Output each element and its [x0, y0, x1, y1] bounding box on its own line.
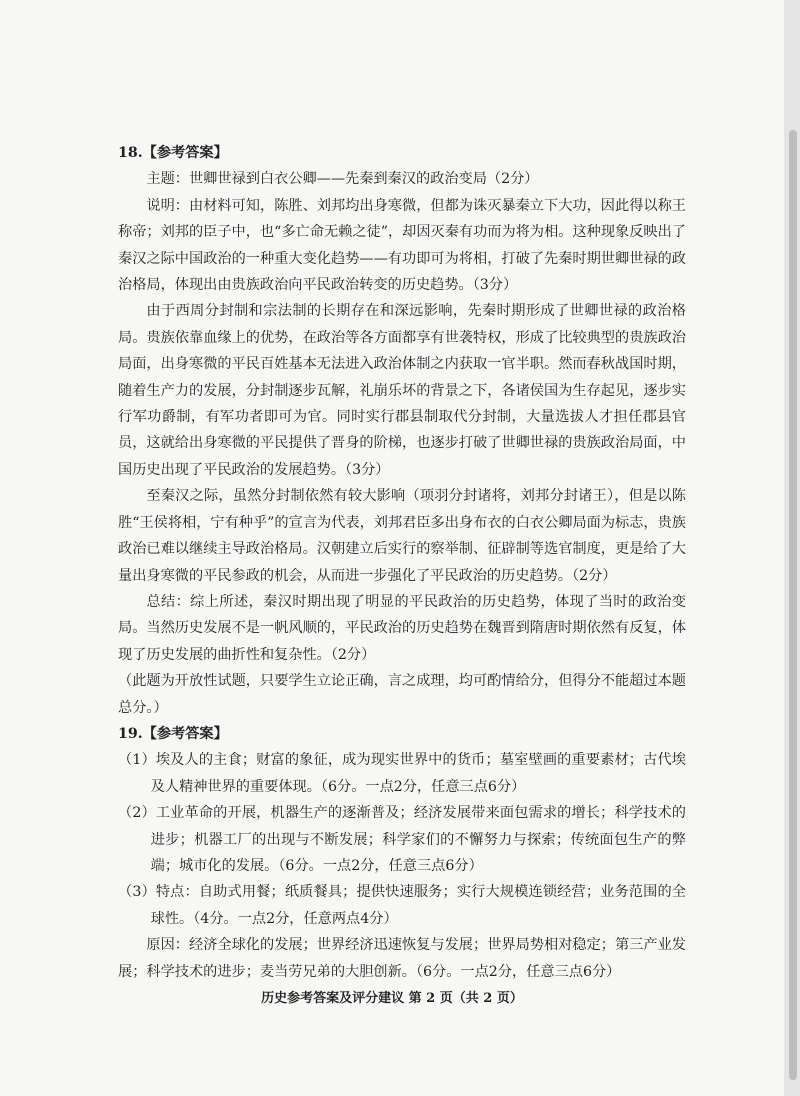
q19-item-3: （3）特点：自助式用餐；纸质餐具；提供快速服务；实行大规模连锁经营；业务范围的全球性。（4分。一点2分，任意两点4分）	[118, 884, 686, 927]
q18-heading: 18.【参考答案】	[118, 145, 228, 161]
page-footer: 历史参考答案及评分建议 第 2 页（共 2 页）	[261, 991, 523, 1006]
answer-content	[118, 140, 686, 985]
q18-note: （此题为开放性试题，只要学生立论正确，言之成理，均可酌情给分，但得分不能超过本题总分。）	[118, 673, 686, 716]
q18-explanation: 说明：由材料可知，陈胜、刘邦均出身寒微，但都为诛灭暴秦立下大功，因此得以称王称帝；刘邦的臣子中，也“多亡命无赖之徒”，却因灭秦有功而为将为相。这种现象反映出了秦汉之际中国政治的一种重大变化趋势——有功即可为将相，打破了先秦时期世卿世禄的政治格局，体现出由贵族政治向平民政治转变的历史趋势。（3分）	[118, 197, 686, 294]
q18-summary: 总结：综上所述，秦汉时期出现了明显的平民政治的历史趋势，体现了当时的政治变局。当然历史发展不是一帆风顺的，平民政治的历史趋势在魏晋到隋唐时期依然有反复，体现了历史发展的曲折性和复杂性。（2分）	[118, 593, 686, 663]
q19-reason: 原因：经济全球化的发展；世界经济迅速恢复与发展；世界局势相对稳定；第三产业发展；科学技术的进步；麦当劳兄弟的大胆创新。（6分。一点2分，任意三点6分）	[118, 937, 686, 980]
q19-heading: 19.【参考答案】	[118, 725, 228, 742]
vertical-scrollbar[interactable]	[784, 0, 800, 1096]
q18-paragraph-1: 由于西周分封制和宗法制的长期存在和深远影响，先秦时期形成了世卿世禄的政治格局。贵族依靠血缘上的优势，在政治等各方面都享有世袭特权，形成了比较典型的贵族政治局面，出身寒微的平民百姓基本无法进入政治体制之内获取一官半职。然而春秋战国时期，随着生产力的发展，分封制逐步瓦解，礼崩乐坏的背景之下，各诸侯国为生存起见，逐步实行军功爵制，有军功者即可为官。同时实行郡县制取代分封制，大量选拔人才担任郡县官员，这就给出身寒微的平民提供了晋身的阶梯，也逐步打破了世卿世禄的贵族政治局面，中国历史出现了平民政治的发展趋势。（3分）	[118, 303, 686, 478]
scrollbar-thumb[interactable]	[789, 130, 797, 1080]
q18-theme: 主题：世卿世禄到白衣公卿——先秦到秦汉的政治变局（2分）	[146, 171, 539, 188]
q19-item-1: （1）埃及人的主食；财富的象征，成为现实世界中的货币；墓室壁画的重要素材；古代埃及人精神世界的重要体现。（6分。一点2分，任意三点6分）	[118, 752, 686, 795]
q18-paragraph-2: 至秦汉之际，虽然分封制依然有较大影响（项羽分封诸将，刘邦分封诸王），但是以陈胜“王侯将相，宁有种乎”的宣言为代表，刘邦君臣多出身布衣的白衣公卿局面为标志，贵族政治已难以继续主导政治格局。汉朝建立后实行的察举制、征辟制等选官制度，更是给了大量出身寒微的平民参政的机会，从而进一步强化了平民政治的历史趋势。（2分）	[118, 488, 686, 584]
q19-item-2: （2）工业革命的开展，机器生产的逐渐普及；经济发展带来面包需求的增长；科学技术的进步；机器工厂的出现与不断发展；科学家们的不懈努力与探索；传统面包生产的弊端；城市化的发展。（6分。一点2分，任意三点6分）	[118, 805, 686, 874]
